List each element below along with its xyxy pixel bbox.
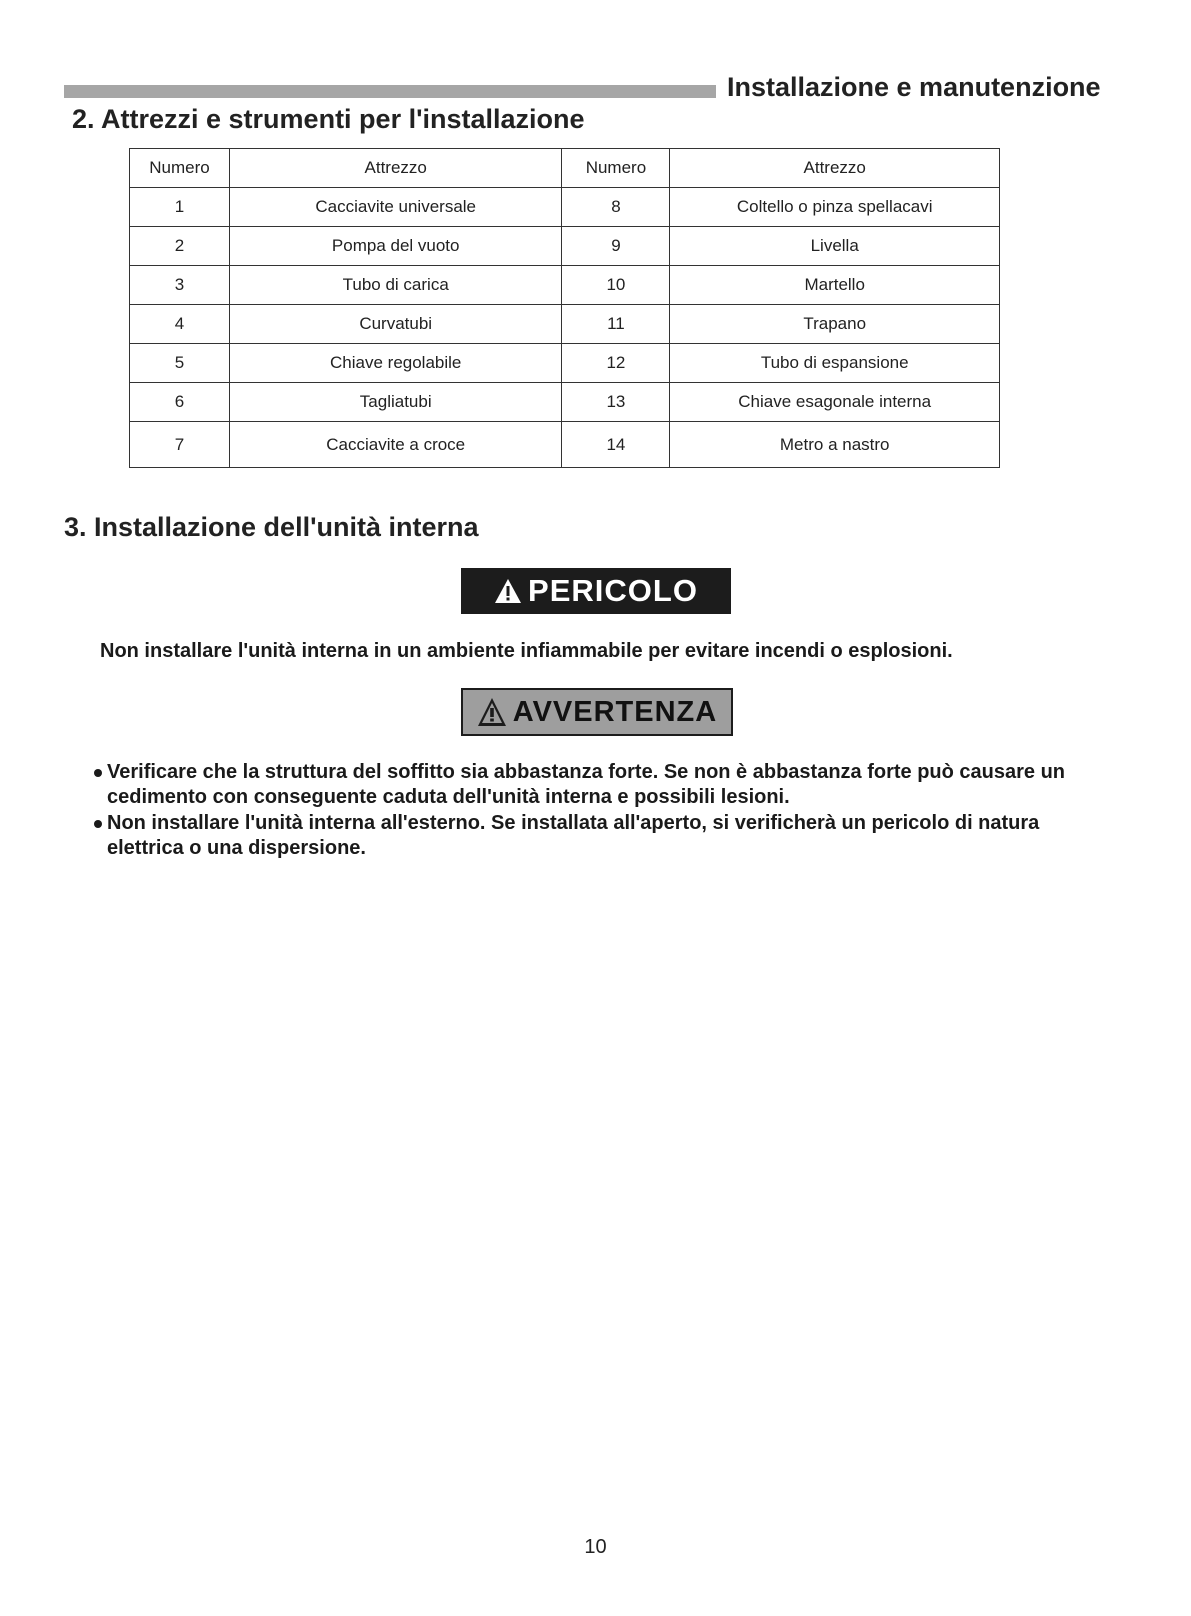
warning-label: AVVERTENZA (512, 695, 718, 728)
column-header-tool: Attrezzo (670, 149, 1000, 188)
tool-name: Trapano (670, 305, 1000, 344)
tool-number: 5 (130, 344, 230, 383)
warning-item-text: Non installare l'unità interna all'esterno. Se installata all'aperto, si verificherà un pericolo di natura elettrica o una dispersione. (107, 812, 1040, 859)
bullet-icon (94, 820, 102, 828)
table-row (130, 383, 1000, 422)
header-rule (64, 85, 716, 98)
tool-name: Pompa del vuoto (229, 227, 562, 266)
tool-number: 14 (562, 422, 670, 468)
tool-number: 7 (130, 422, 230, 468)
tool-name: Cacciavite a croce (229, 422, 562, 468)
list-item (92, 760, 1112, 810)
bullet-icon (94, 769, 102, 777)
section-2-title: 2. Attrezzi e strumenti per l'installazione (72, 104, 585, 134)
tool-name: Coltello o pinza spellacavi (670, 188, 1000, 227)
tool-name: Cacciavite universale (229, 188, 562, 227)
column-header-number: Numero (562, 149, 670, 188)
warning-label-box (461, 688, 733, 736)
tool-number: 13 (562, 383, 670, 422)
table-row (130, 305, 1000, 344)
tool-number: 8 (562, 188, 670, 227)
tool-name: Metro a nastro (670, 422, 1000, 468)
table-header-row (130, 149, 1000, 188)
warning-triangle-icon (494, 578, 522, 604)
tool-number: 10 (562, 266, 670, 305)
tool-number: 6 (130, 383, 230, 422)
column-header-number: Numero (130, 149, 230, 188)
table-row (130, 422, 1000, 468)
page-number: 10 (584, 1536, 607, 1558)
warning-list (92, 760, 1112, 862)
tool-number: 4 (130, 305, 230, 344)
tool-name: Tubo di espansione (670, 344, 1000, 383)
tool-number: 11 (562, 305, 670, 344)
tool-name: Chiave esagonale interna (670, 383, 1000, 422)
danger-label-box (461, 568, 731, 614)
tool-name: Martello (670, 266, 1000, 305)
tool-number: 12 (562, 344, 670, 383)
tool-name: Curvatubi (229, 305, 562, 344)
tool-number: 3 (130, 266, 230, 305)
tool-name: Livella (670, 227, 1000, 266)
warning-item-text: Verificare che la struttura del soffitto sia abbastanza forte. Se non è abbastanza forte può causare un cedimento con conseguente caduta dell'unità interna e possibili lesioni. (107, 761, 1066, 808)
tool-name: Tagliatubi (229, 383, 562, 422)
danger-text: Non installare l'unità interna in un ambiente infiammabile per evitare incendi o esplosioni. (100, 640, 953, 662)
danger-label: PERICOLO (528, 573, 698, 608)
tool-number: 2 (130, 227, 230, 266)
tool-name: Tubo di carica (229, 266, 562, 305)
tool-number: 9 (562, 227, 670, 266)
warning-triangle-icon (477, 697, 507, 727)
section-3-title: 3. Installazione dell'unità interna (64, 512, 479, 542)
tool-number: 1 (130, 188, 230, 227)
header-title: Installazione e manutenzione (727, 72, 1101, 102)
table-row (130, 227, 1000, 266)
table-row (130, 266, 1000, 305)
tools-table (129, 148, 1000, 468)
table-row (130, 344, 1000, 383)
tool-name: Chiave regolabile (229, 344, 562, 383)
list-item (92, 811, 1112, 861)
table-row (130, 188, 1000, 227)
column-header-tool: Attrezzo (229, 149, 562, 188)
